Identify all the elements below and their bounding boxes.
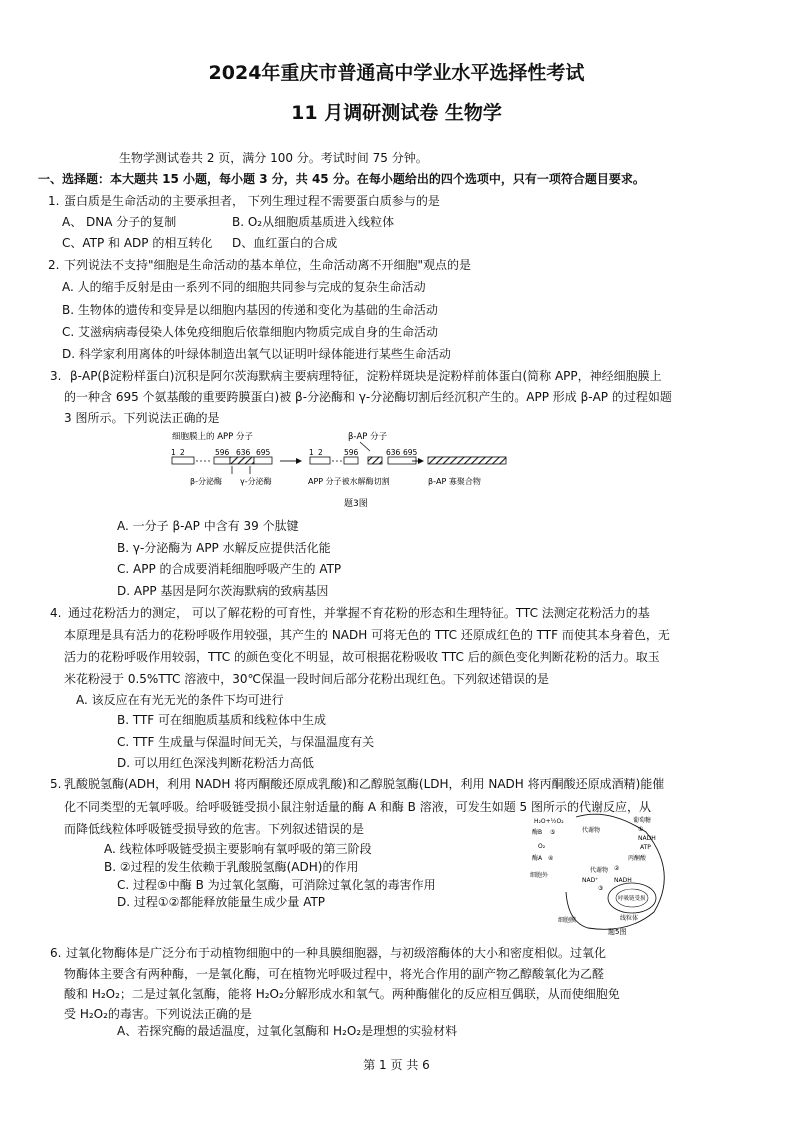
fig3-num-596: 596	[215, 448, 230, 457]
fig5-o2: O₂	[538, 843, 546, 850]
question-number: 1.	[48, 194, 60, 208]
option-b: B. 生物体的遗传和变异是以细胞内基因的传递和变化为基础的生命活动	[62, 303, 438, 317]
option-c: C、ATP 和 ADP 的相互转化	[62, 236, 213, 250]
fig5-nad: NAD⁺	[582, 877, 599, 884]
question-stem: 蛋白质是生命活动的主要承担者， 下列生理过程不需要蛋白质参与的是	[64, 194, 440, 208]
fig3-num-636-b: 636	[386, 448, 401, 457]
fig3-num-2-b: 2	[318, 448, 323, 457]
fig5-num4: ④	[548, 855, 554, 862]
option-b: B. O₂从细胞质基质进入线粒体	[232, 215, 395, 229]
option-c: C. TTF 生成量与保温时间无关，与保温温度有关	[117, 735, 375, 749]
fig3-label-agg: β-AP 寡聚合物	[428, 477, 481, 486]
question-line: 化不同类型的无氧呼吸。给呼吸链受损小鼠注射适量的酶 A 和酶 B 溶液，可发生如题 5 图所示的代谢反应，从	[64, 800, 651, 814]
fig3-caption: 题3图	[344, 499, 368, 509]
option-a: A. 该反应在有光无光的条件下均可进行	[76, 693, 284, 707]
fig5-h2o: H₂O+½O₂	[534, 818, 564, 825]
fig3-num-695-b: 695	[403, 448, 418, 457]
fig5-num1: ①	[638, 826, 644, 833]
question-number: 4.	[50, 606, 62, 620]
option-b: B. TTF 可在细胞质基质和线粒体中生成	[117, 713, 327, 727]
figure-5	[528, 812, 678, 937]
option-d: D. 可以用红色深浅判断花粉活力高低	[117, 756, 314, 770]
option-a: A. 一分子 β-AP 中含有 39 个肽键	[117, 519, 299, 533]
fig3-label-bap: β-AP 分子	[348, 432, 388, 442]
option-c: C. 过程⑤中酶 B 为过氧化氢酶，可消除过氧化氢的毒害作用	[117, 878, 436, 892]
question-line: 米花粉浸于 0.5%TTC 溶液中，30℃保温一段时间后部分花粉出现红色。下列叙述错误的是	[64, 672, 549, 686]
option-d: D. APP 基因是阿尔茨海默病的致病基因	[117, 584, 329, 598]
question-line: 活力的花粉呼吸作用较弱，TTC 的颜色变化不明显，故可根据花粉吸收 TTC 后的颜色变化判断花粉的活力。取玉	[64, 650, 660, 664]
fig5-atp: ATP	[640, 844, 651, 851]
option-a: A、若探究酶的最适温度，过氧化氢酶和 H₂O₂是理想的实验材料	[117, 1024, 458, 1038]
question-number: 5.	[50, 777, 62, 791]
option-a: A. 线粒体呼吸链受损主要影响有氧呼吸的第三阶段	[104, 842, 372, 856]
fig5-nadh2: NADH	[614, 877, 632, 884]
question-number: 3.	[50, 369, 62, 383]
option-d: D. 科学家利用离体的叶绿体制造出氧气以证明叶绿体能进行某些生命活动	[62, 347, 451, 361]
question-line: 本原理是具有活力的花粉呼吸作用较强，其产生的 NADH 可将无色的 TTC 还原成红色的 TTF 而使其本身着色，无	[64, 628, 670, 642]
fig3-label-app: 细胞膜上的 APP 分子	[172, 432, 253, 442]
fig5-num5: ⑤	[550, 829, 556, 836]
fig3-num-1: 1	[171, 448, 176, 457]
option-b: B. γ-分泌酶为 APP 水解反应提供活化能	[117, 541, 331, 555]
fig3-label-gamma: γ-分泌酶	[240, 477, 272, 486]
fig5-metab: 代谢物	[582, 827, 601, 834]
exam-subtitle: 11 月调研测试卷 生物学	[291, 102, 502, 124]
question-line: 物酶体主要含有两种酶，一是氧化酶，可在植物光呼吸过程中，将光合作用的副产物乙醇酸氧化为乙醛	[64, 967, 605, 981]
fig5-enzB: 酶B	[532, 829, 543, 836]
question-line: 过氧化物酶体是广泛分布于动植物细胞中的一种具膜细胞器，与初级溶酶体的大小和密度相似。过氧化	[66, 946, 607, 960]
option-c: C. APP 的合成要消耗细胞呼吸产生的 ATP	[117, 562, 342, 576]
fig3-num-2: 2	[180, 448, 185, 457]
question-line: 通过花粉活力的测定， 可以了解花粉的可育性，并掌握不育花粉的形态和生理特征。TTC 法测定花粉活力的基	[68, 606, 650, 620]
option-a: A、 DNA 分子的复制	[62, 215, 177, 229]
fig5-mt: 线粒体	[620, 915, 639, 922]
question-line: 酸和 H₂O₂；二是过氧化氢酶，能将 H₂O₂分解形成水和氧气。两种酶催化的反应相互偶联，从而使细胞免	[64, 987, 620, 1001]
fig5-enzA: 酶A	[532, 855, 543, 862]
option-d: D、血红蛋白的合成	[232, 236, 338, 250]
intro-text: 生物学测试卷共 2 页，满分 100 分。考试时间 75 分钟。	[119, 151, 428, 165]
question-line: 而降低线粒体呼吸链受损导致的危害。下列叙述错误的是	[64, 822, 365, 836]
fig3-label-hydro: APP 分子被水解酶切割	[308, 477, 390, 486]
fig3-label-beta: β-分泌酶	[190, 477, 222, 486]
option-a: A. 人的缩手反射是由一系列不同的细胞共同参与完成的复杂生命活动	[62, 280, 426, 294]
fig3-num-636: 636	[236, 448, 251, 457]
fig5-pyruvate: 丙酮酸	[628, 855, 647, 862]
fig5-mito: 呼吸链受损	[618, 896, 646, 902]
page-footer: 第 1 页 共 6	[363, 1058, 430, 1072]
fig5-membrane: 细胞膜	[558, 917, 577, 924]
question-stem: 下列说法不支持"细胞是生命活动的基本单位，生命活动离不开细胞"观点的是	[64, 258, 472, 272]
fig3-num-695: 695	[256, 448, 271, 457]
fig5-glucose: 葡萄糖	[633, 817, 652, 824]
section-heading: 一、选择题：本大题共 15 小题，每小题 3 分，共 45 分。在每小题给出的四个选项中，只有一项符合题目要求。	[38, 172, 645, 186]
option-d: D. 过程①②都能释放能量生成少量 ATP	[117, 895, 326, 909]
exam-title: 2024年重庆市普通高中学业水平选择性考试	[208, 62, 585, 84]
option-c: C. 艾滋病病毒侵染人体免疫细胞后依靠细胞内物质完成自身的生命活动	[62, 325, 439, 339]
question-line: β-AP(β淀粉样蛋白)沉积是阿尔茨海默病主要病理特征，淀粉样斑块是淀粉样前体蛋白(简称 APP，神经细胞膜上	[70, 369, 662, 383]
fig5-num3: ③	[598, 885, 604, 892]
fig5-nadh1: NADH	[638, 835, 656, 842]
figure-3	[160, 428, 630, 514]
fig5-num2: ②	[614, 865, 620, 872]
question-number: 2.	[48, 258, 60, 272]
fig3-num-1-b: 1	[309, 448, 314, 457]
question-line: 的一种含 695 个氨基酸的重要跨膜蛋白)被 β-分泌酶和 γ-分泌酶切割后经沉积产生的。APP 形成 β-AP 的过程如题	[64, 390, 672, 404]
question-line: 受 H₂O₂的毒害。下列说法正确的是	[64, 1007, 252, 1021]
fig5-metab2: 代谢物	[590, 867, 609, 874]
question-number: 6.	[50, 946, 62, 960]
option-b: B. ②过程的发生依赖于乳酸脱氢酶(ADH)的作用	[104, 860, 359, 874]
question-line: 3 图所示。下列说法正确的是	[64, 411, 220, 425]
fig5-caption: 题5图	[608, 928, 627, 936]
fig3-num-596-b: 596	[344, 448, 359, 457]
question-line: 乳酸脱氢酶(ADH，利用 NADH 将丙酮酸还原成乳酸)和乙醇脱氢酶(LDH，利用 NADH 将丙酮酸还原成酒精)能催	[64, 777, 665, 791]
fig5-cell: 细胞外	[530, 872, 549, 879]
